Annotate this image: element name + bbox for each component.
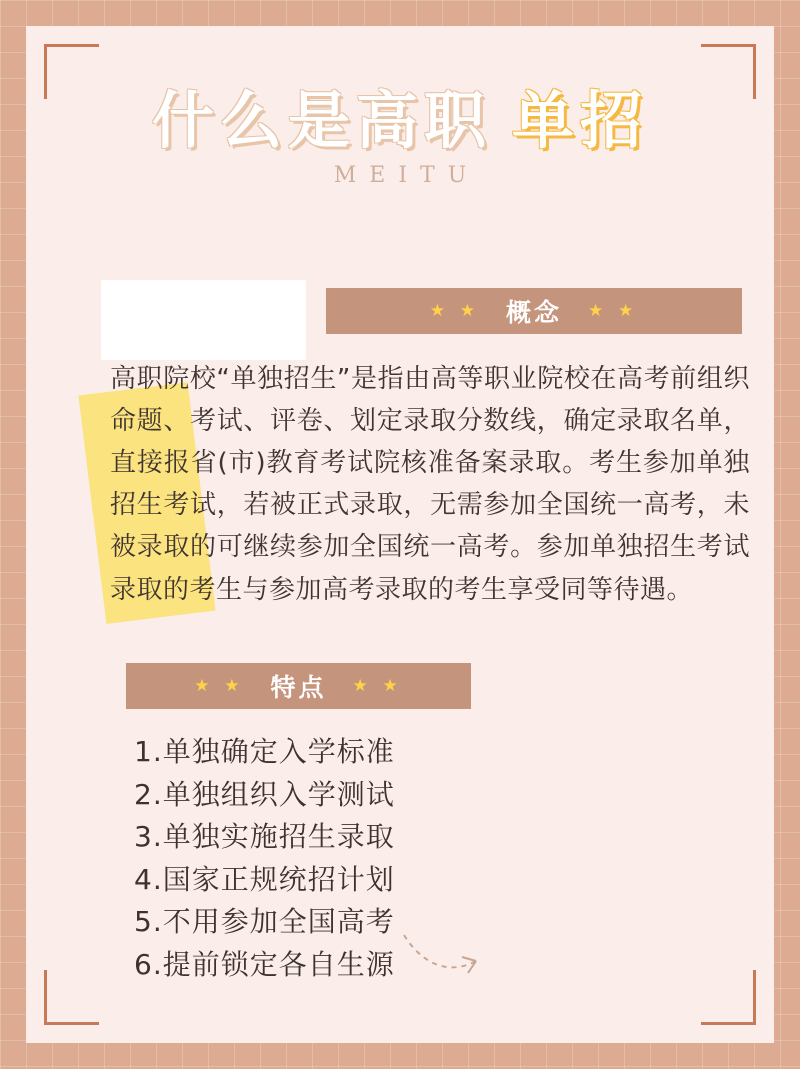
star-icon-right: ★ ★ (588, 301, 639, 320)
concept-body-text: 高职院校“单独招生”是指由高等职业院校在高考前组织命题、考试、评卷、划定录取分数线，确定录取名单，直接报省(市)教育考试院核准备案录取。考生参加单独招生考试，若被正式录取，无需参加全国统一高考，未被录取的可继续参加全国统一高考。参加单独招生考试录取的考生与参加高考录取的考生享受同等待遇。 (110, 364, 750, 605)
list-item: 3.单独实施招生录取 (134, 820, 395, 854)
poster-card (26, 26, 774, 1043)
page-subtitle: MEITU (333, 163, 480, 189)
page-title-accent: 单招 (512, 84, 649, 157)
section-heading-label: 概念 (505, 298, 562, 327)
list-item: 4.国家正规统招计划 (134, 862, 395, 896)
title-block (26, 84, 774, 189)
squiggle-doodle-icon (402, 931, 482, 983)
page-title: 什么是高职 (151, 84, 492, 157)
list-item: 5.不用参加全国高考 (134, 905, 395, 939)
corner-bracket-bottom-right (701, 970, 756, 1025)
decor-white-block (101, 280, 306, 360)
list-item: 1.单独确定入学标准 (134, 735, 395, 768)
star-icon-left: ★ ★ (429, 301, 480, 320)
corner-bracket-bottom-left (44, 970, 99, 1025)
section-heading-label: 特点 (270, 673, 327, 702)
list-item: 2.单独组织入学测试 (134, 777, 395, 811)
list-item: 6.提前锁定各自生源 (134, 947, 395, 981)
section-heading-concept (326, 288, 742, 334)
section-heading-features (126, 663, 471, 709)
star-icon-left: ★ ★ (194, 676, 245, 695)
star-icon-right: ★ ★ (352, 676, 403, 695)
